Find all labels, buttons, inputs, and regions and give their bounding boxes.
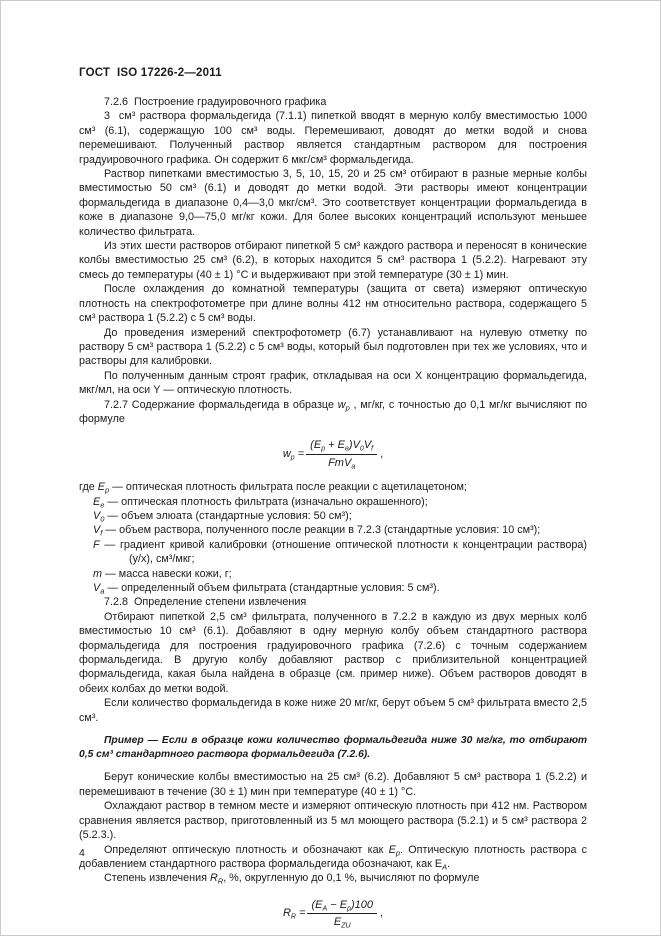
paragraph: Если количество формальдегида в коже ниже 20 мг/кг, берут объем 5 см³ фильтрата вместо 2,5 см³. <box>79 697 587 724</box>
formula-lhs: $R_R$ = <box>282 907 306 921</box>
paragraph: До проведения измерений спектрофотометр (6.7) устанавливают на нулевую отметку по раствору 5 см³ раствора 1 (5.2.2) с 5 см³ воды, который был подготовлен при тех же условиях, что и растворы для калибровки. <box>79 326 587 368</box>
formula-fraction <box>307 898 377 930</box>
formula-tail: , <box>380 448 384 461</box>
formula-fraction <box>306 438 377 470</box>
paragraph: Определяют оптическую плотность и обозначают как $E_p$. Оптическую плотность раствора с добавлением стандартного раствора формальдегида обозначают, как $E_A$. <box>79 843 588 872</box>
standard-code-header: ГОСТ ISO 17226-2—2011 <box>79 67 222 79</box>
formula-numerator: $(E_A - E_p)100$ <box>311 898 373 913</box>
paragraph: После охлаждения до комнатной температуры (защита от света) измеряют оптическую плотность на спектрофотометре при длине волны 412 нм относительно раствора, содержащего 5 см³ раствора 1 (5.2.2) с 5 см³ воды. <box>79 283 587 325</box>
paragraph: Степень извлечения $R_R$, %, округленную до 0,1 %, вычисляют по формуле <box>104 872 480 886</box>
definition-item: $V_0$ — объем элюата (стандартные условия: 50 см³); <box>93 509 352 524</box>
formula-numerator: $(E_p + E_e)V_0V_f$ <box>310 439 374 453</box>
definition-item: m — масса навески кожи, г; <box>93 567 232 580</box>
paragraph: Из этих шести растворов отбирают пипеткой 5 см³ каждого раствора и переносят в конические колбы вместимостью 25 см³ (6.2), в которых находится 5 см³ раствора 1 (5.2.2). Нагревают эту смесь до температуры (40 ± 1) °С и выдерживают при этой температуре (30 ± 1) мин. <box>79 240 587 281</box>
example-note: Пример — Если в образце кожи количество формальдегида ниже 30 мг/кг, то отбирают 0,5 см³ стандартного раствора формальдегида (7.2.6). <box>79 735 587 761</box>
paragraph: Берут конические колбы вместимостью на 25 см³ (6.2). Добавляют 5 см³ раствора 1 (5.2.2) и перемешивают в течение (30 ± 1) мин при температуре (40 ± 1) °С. <box>79 771 587 798</box>
paragraph: По полученным данным строят график, откладывая на оси X концентрацию формальдегида, мкг/мл, на оси Y — оптическую плотность. <box>79 369 587 397</box>
paragraph: 7.2.6 Построение градуировочного графика <box>104 96 327 108</box>
paragraph: 3 см³ раствора формальдегида (7.1.1) пипеткой вводят в мерную колбу вместимостью 1000 см³ (6.1), содержащую 100 см³ воды. Перемешивают, доводят до метки водой и снова перемешивают. Полученный раствор является стандартным раствором для построения градуировочного графика. Он содержит 6 мкг/см³ формальдегида. <box>79 110 587 166</box>
paragraph: Раствор пипетками вместимостью 3, 5, 10, 15, 20 и 25 см³ отбирают в разные мерные колбы вместимостью 50 см³ (6.1) и доводят до метки водой. Эти растворы имеют концентрации формальдегида в диапазоне 0,4—3,0 мкг/см³. Это соответствует концентрации формальдегида в коже в диапазоне 9,0—75,0 мг/кг кожи. Для более высоких концентраций используют меньшее количество фильтрата. <box>79 168 587 238</box>
document-body <box>79 95 587 936</box>
definition-item: F — градиент кривой калибровки (отношение оптической плотности к концентрации раствора) (y/x), см³/мкг; <box>93 538 587 566</box>
definition-item: $E_e$ — оптическая плотность фильтрата (изначально окрашенного); <box>93 495 428 510</box>
formula <box>79 898 587 930</box>
paragraph: Отбирают пипеткой 2,5 см³ фильтрата, полученного в 7.2.2 в каждую из двух мерных колб вместимостью 10 см³ (6.1). Добавляют в одну мерную колбу объем стандартного раствора формальдегида для построения градуировочного графика (7.2.6) с точным содержанием формальдегида. В другую колбу добавляют раствор с приблизительной концентрацией формальдегида, какая была найдена в образце (см. пример ниже). Объем растворов доводят в обеих колбах до метки водой. <box>79 610 587 695</box>
definition-item: $V_a$ — определенный объем фильтрата (стандартные условия: 5 см³). <box>93 582 440 596</box>
definition-item: где $E_p$ — оптическая плотность фильтрата после реакции с ацетилацетоном; <box>79 481 467 495</box>
paragraph: 7.2.7 Содержание формальдегида в образце $w_p$ , мг/кг, с точностью до 0,1 мг/кг вычисляют по формуле <box>79 398 587 425</box>
definition-item: $V_f$ — объем раствора, полученного после реакции в 7.2.3 (стандартные условия: 10 см³); <box>93 524 541 538</box>
formula-lhs: $w_p$ = <box>282 448 305 462</box>
formula-denominator: $E_{ZU}$ <box>307 913 377 929</box>
formula-tail: , <box>379 907 384 920</box>
formula <box>79 438 587 470</box>
paragraph: 7.2.8 Определение степени извлечения <box>104 596 307 609</box>
paragraph: Охлаждают раствор в темном месте и измеряют оптическую плотность при 412 нм. Раствором сравнения является раствор, приготовленный из 5 мл моющего раствора (5.2.1) и 5 см³ раствора 2 (5.2.3.). <box>79 800 587 842</box>
formula-denominator: FmV$_a$ <box>306 454 377 470</box>
page-number: 4 <box>79 847 85 859</box>
